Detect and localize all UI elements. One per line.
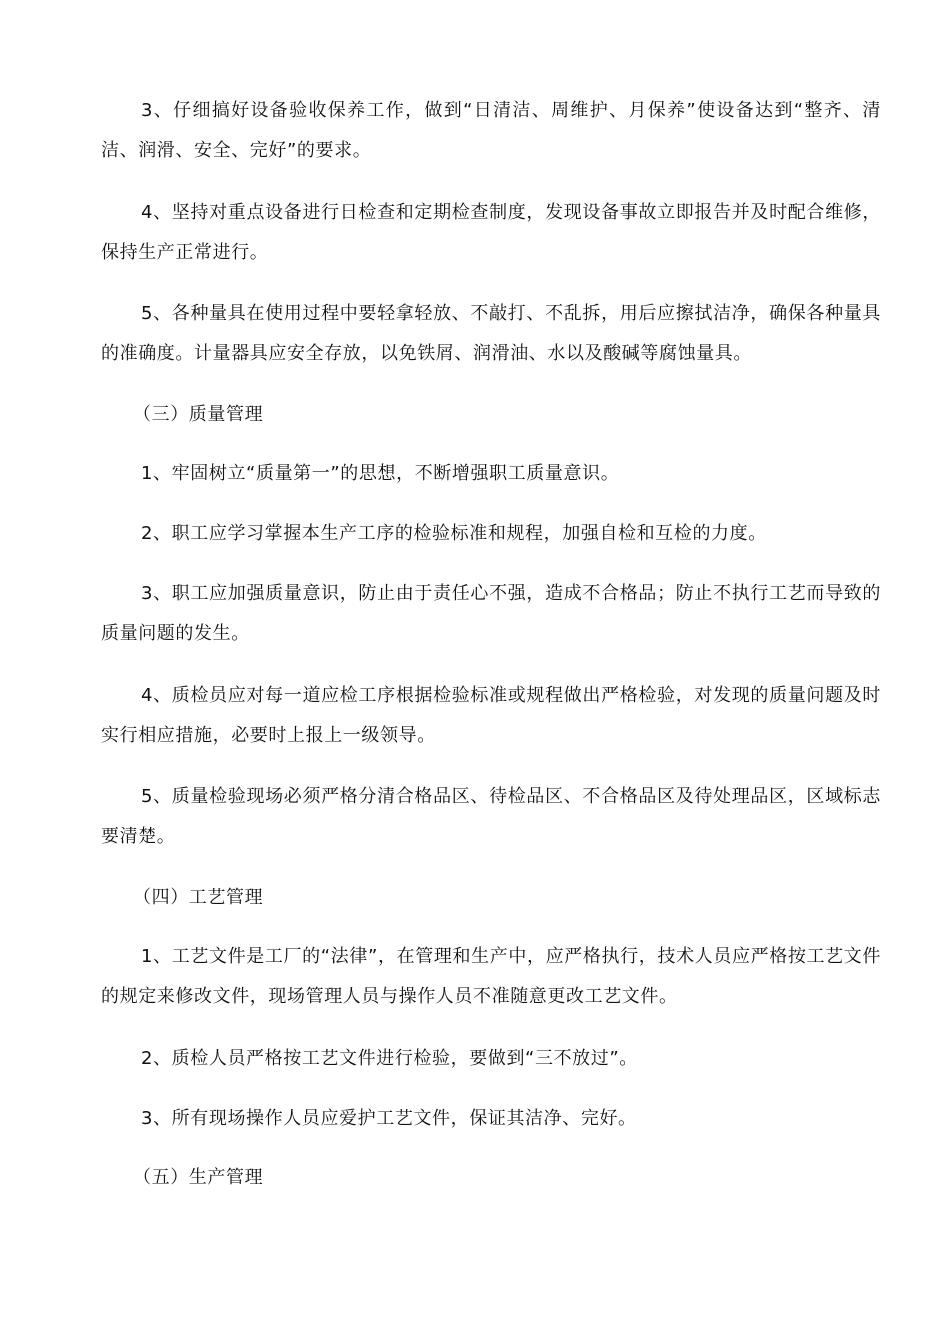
paragraph-measuring-tools-5: 5、各种量具在使用过程中要轻拿轻放、不敲打、不乱拆，用后应擦拭洁净，确保各种量具的准确度。计量器具应安全存放，以免铁屑、润滑油、水以及酸碱等腐蚀量具。	[101, 303, 881, 364]
paragraph-quality-5: 5、质量检验现场必须严格分清合格品区、待检品区、不合格品区及待处理品区，区域标志要清楚。	[101, 786, 881, 847]
section-heading-production: （五）生产管理	[133, 1167, 264, 1188]
paragraph-quality-1: 1、牢固树立“质量第一”的思想，不断增强职工质量意识。	[141, 463, 620, 484]
section-heading-quality: （三）质量管理	[133, 404, 264, 425]
paragraph-process-3: 3、所有现场操作人员应爱护工艺文件，保证其洁净、完好。	[141, 1108, 637, 1129]
section-heading-process: （四）工艺管理	[133, 887, 264, 908]
paragraph-quality-2: 2、职工应学习掌握本生产工序的检验标准和规程，加强自检和互检的力度。	[141, 523, 767, 544]
paragraph-quality-4: 4、质检员应对每一道应检工序根据检验标准或规程做出严格检验，对发现的质量问题及时实行相应措施，必要时上报上一级领导。	[101, 685, 881, 746]
paragraph-equipment-inspection-4: 4、坚持对重点设备进行日检查和定期检查制度，发现设备事故立即报告并及时配合维修，保持生产正常进行。	[101, 202, 881, 263]
paragraph-quality-3: 3、职工应加强质量意识，防止由于责任心不强，造成不合格品；防止不执行工艺而导致的质量问题的发生。	[101, 583, 881, 644]
paragraph-process-2: 2、质检人员严格按工艺文件进行检验，要做到“三不放过”。	[141, 1048, 638, 1069]
paragraph-equipment-maintenance-3: 3、仔细搞好设备验收保养工作，做到“日清洁、周维护、月保养”使设备达到“整齐、清洁、润滑、安全、完好”的要求。	[101, 100, 881, 161]
paragraph-process-1: 1、工艺文件是工厂的“法律”，在管理和生产中，应严格执行，技术人员应严格按工艺文件的规定来修改文件，现场管理人员与操作人员不准随意更改工艺文件。	[101, 946, 881, 1007]
